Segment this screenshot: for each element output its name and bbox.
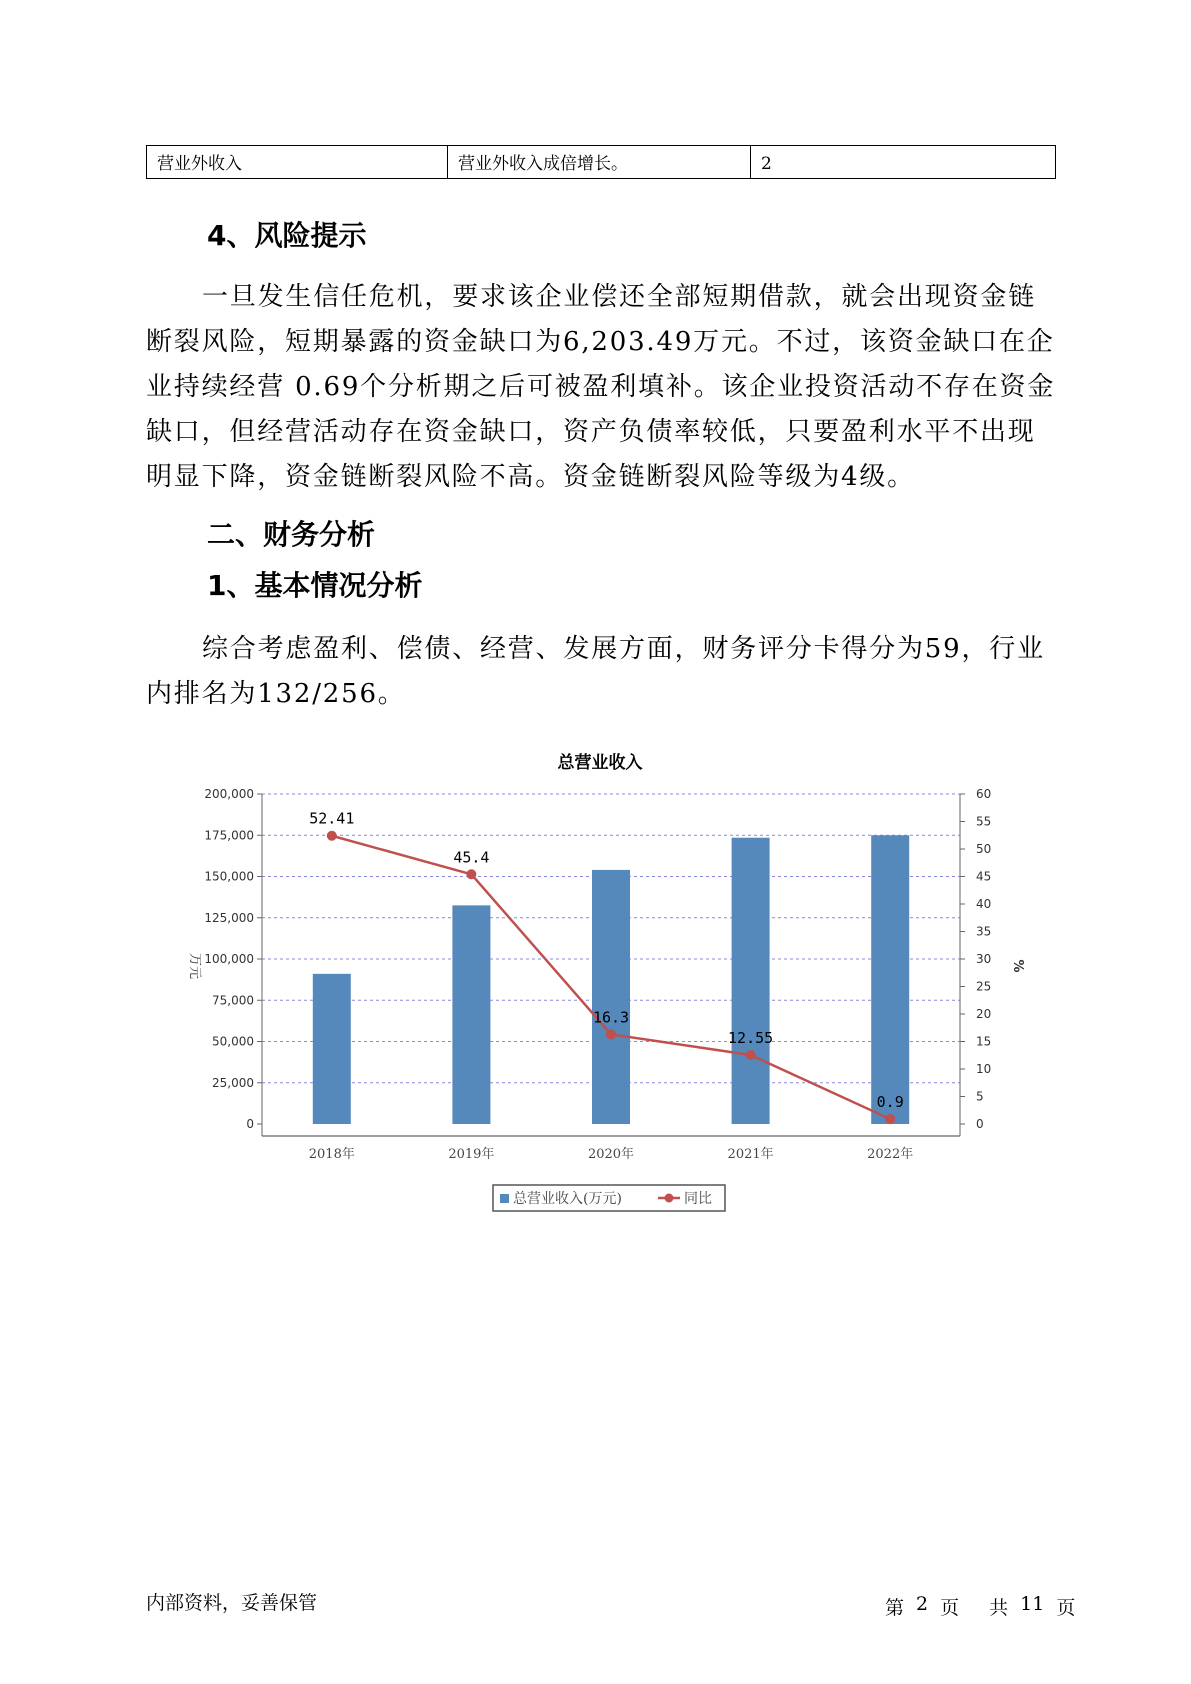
yoy-data-label: 16.3 — [592, 1008, 630, 1027]
risk-paragraph: 一旦发生信任危机，要求该企业偿还全部短期借款，就会出现资金链断裂风险，短期暴露的资金缺口为6,203.49万元。不过，该资金缺口在企业持续经营 0.69个分析期之后可被盈利填补。该企业投资活动不存在资金缺口，但经营活动存在资金缺口，资产负债率较低，只要盈利水平不出现明显下降，资金链断裂风险不高。资金链断裂风险等级为4级。 — [146, 282, 1056, 492]
x-tick-label: 2018年 — [308, 1147, 355, 1162]
table-cell-value: 2 — [761, 154, 772, 174]
legend-label-revenue: 总营业收入(万元) — [513, 1191, 622, 1207]
y-tick-label: 200,000 — [204, 787, 254, 801]
y-tick-label: 125,000 — [204, 910, 254, 925]
legend-swatch-point — [665, 1194, 674, 1203]
y2-tick-label: 35 — [976, 924, 992, 939]
y-tick-label: 175,000 — [204, 828, 254, 843]
yoy-point — [606, 1029, 616, 1039]
yoy-point — [327, 831, 337, 841]
page-indicator — [885, 1593, 1075, 1620]
yoy-data-label: 52.41 — [309, 809, 355, 828]
revenue-bar — [313, 974, 351, 1124]
y-tick-label: 0 — [246, 1117, 254, 1131]
yoy-data-label: 0.9 — [876, 1093, 904, 1112]
table-cell-description: 营业外收入成倍增长。 — [448, 146, 751, 178]
y2-axis-title: % — [1010, 959, 1025, 973]
y2-tick-label: 55 — [976, 814, 992, 829]
x-tick-label: 2020年 — [587, 1147, 635, 1162]
basic-analysis-paragraph: 综合考虑盈利、偿债、经营、发展方面，财务评分卡得分为59，行业内排名为132/256。 — [146, 634, 1045, 709]
revenue-bar — [732, 838, 770, 1124]
finance-heading: 二、财务分析 — [207, 518, 376, 551]
x-tick-label: 2022年 — [867, 1147, 914, 1162]
y2-tick-label: 15 — [976, 1034, 992, 1049]
legend-label-yoy: 同比 — [684, 1191, 712, 1207]
basic-analysis-heading: 1、基本情况分析 — [207, 569, 423, 602]
y2-tick-label: 40 — [976, 897, 992, 911]
y2-tick-label: 25 — [976, 979, 992, 994]
y2-tick-label: 50 — [976, 842, 992, 856]
total-label: 共 — [989, 1597, 1009, 1619]
y-tick-label: 50,000 — [212, 1034, 254, 1049]
yoy-point — [746, 1050, 756, 1060]
x-tick-label: 2021年 — [727, 1147, 774, 1162]
page-unit: 页 — [940, 1597, 960, 1619]
y-tick-label: 25,000 — [212, 1075, 254, 1090]
risk-heading: 4、风险提示 — [207, 219, 367, 252]
revenue-bar — [452, 905, 490, 1124]
y2-tick-label: 30 — [976, 952, 992, 966]
y-axis-title: 万元 — [187, 952, 202, 980]
x-tick-label: 2019年 — [448, 1147, 495, 1162]
chart-title: 总营业收入 — [557, 753, 643, 773]
legend-swatch-bar — [500, 1194, 509, 1203]
revenue-bar — [592, 870, 630, 1124]
y2-tick-label: 5 — [976, 1089, 984, 1104]
y2-tick-label: 60 — [976, 787, 992, 801]
y2-tick-label: 10 — [976, 1062, 992, 1076]
y-tick-label: 75,000 — [212, 993, 254, 1008]
y2-tick-label: 0 — [976, 1117, 984, 1131]
total-unit: 页 — [1056, 1597, 1076, 1619]
yoy-data-label: 45.4 — [453, 848, 490, 867]
page-number: 2 — [916, 1593, 929, 1615]
page-label: 第 — [885, 1597, 905, 1619]
revenue-bar — [871, 835, 909, 1124]
footer-confidential: 内部资料，妥善保管 — [146, 1592, 318, 1614]
yoy-data-label: 12.55 — [728, 1028, 774, 1047]
y-tick-label: 100,000 — [204, 952, 254, 966]
y-tick-label: 150,000 — [204, 869, 254, 884]
table-cell-item: 营业外收入 — [147, 146, 448, 178]
y2-tick-label: 20 — [976, 1007, 992, 1021]
yoy-point — [466, 869, 476, 879]
total-pages: 11 — [1020, 1593, 1045, 1615]
yoy-point — [885, 1114, 895, 1124]
y2-tick-label: 45 — [976, 869, 992, 884]
